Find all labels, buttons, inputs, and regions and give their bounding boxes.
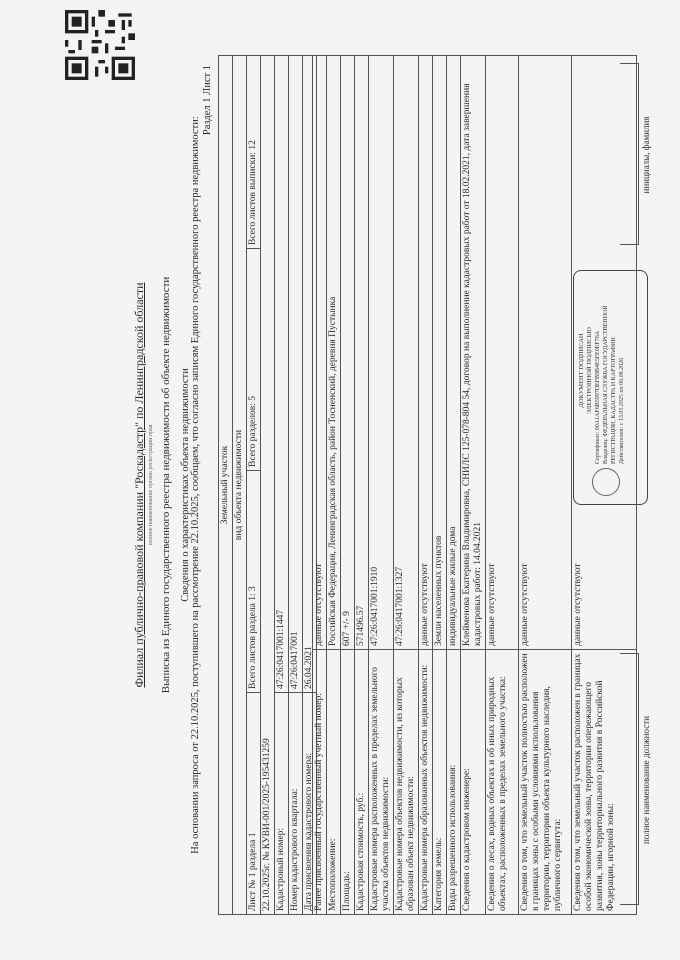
row-value: Российская Федерация, Ленинградская область, район Тосненский, деревня Пустынка — [327, 56, 341, 650]
emblem-icon — [592, 468, 620, 496]
sheets-in-section: Всего листов раздела 1: 3 — [247, 471, 261, 693]
row-label: Сведения о кадастровом инженере: — [461, 650, 486, 915]
stamp-line: ДОКУМЕНТ ПОДПИСАН — [578, 333, 585, 408]
object-type: Земельный участок — [219, 56, 233, 915]
header-table — [218, 55, 317, 915]
name-caption: инициалы, фамилия — [638, 65, 651, 245]
row-value: данные отсутствуют — [486, 56, 519, 650]
total-sheets: Всего листов выписки: 12 — [247, 56, 261, 249]
name-field — [620, 63, 639, 245]
row-value: данные отсутствуют — [419, 56, 433, 650]
object-type-caption: вид объекта недвижимости — [233, 56, 247, 915]
row-label: Сведения о лесах, водных объектах и об иных природных объектах, расположенных в пределах земельного участка: — [486, 650, 519, 915]
basis-text: На основании запроса от 22.10.2025, поступившего на рассмотрение 22.10.2025, сообщаем, что согласно записям Единого государственного реестра недвижимости: — [190, 116, 201, 854]
row-label: Сведения о том, что земельный участок полностью расположен в границах зоны с особыми условиями использования территории, территории объекта культурного наследия, публичного сервитута: — [519, 650, 572, 915]
rotated-content — [20, 45, 660, 925]
sheet-number: Лист № 1 раздела 1 — [247, 693, 261, 915]
stamp-line: Действителен: с 13.05.2025 по 06.08.2026 — [619, 357, 625, 464]
stamp-line: ЭЛЕКТРОННОЙ ПОДПИСЬЮ — [586, 327, 593, 414]
row-label: Номер кадастрового квартала: — [289, 693, 303, 915]
row-value: 47:26:0417001 — [289, 56, 303, 693]
row-value: 47:26:0417001:1447 — [275, 56, 289, 693]
total-sections: Всего разделов: 5 — [247, 249, 261, 471]
org-name: Филиал публично-правовой компании "Роскадастр" по Ленинградской области — [132, 282, 146, 688]
row-label: Дата присвоения кадастрового номера: — [303, 693, 317, 915]
stamp-line: Сертификат: 00A1AF6B5997DEFB9B4E5FE0EF76A — [595, 330, 601, 464]
row-value: 47:26:0417001:1910 — [369, 56, 394, 650]
stamp-line: РЕГИСТРАЦИИ, КАДАСТРА И КАРТОГРАФИИ — [611, 337, 617, 464]
row-label: Площадь: — [341, 650, 355, 915]
section-label: Раздел 1 Лист 1 — [202, 65, 213, 136]
row-label: Кадастровая стоимость, руб.: — [355, 650, 369, 915]
row-value: Клейменова Екатерина Владимировна, СНИЛС 125-078-804 54, договор на выполнение кадастровых работ от 18.02.2021, дата завершения кадастровых работ: 14.04.2021 — [461, 56, 486, 650]
org-name-caption: полное наименование органа регистрации прав — [148, 424, 154, 546]
row-label: Местоположение: — [327, 650, 341, 915]
electronic-signature-stamp — [573, 270, 648, 505]
row-label: Ранее присвоенный государственный учетный номер: — [313, 650, 327, 915]
row-value: данные отсутствуют — [572, 56, 637, 650]
row-value: 571496.57 — [355, 56, 369, 650]
stamp-line: Владелец: ФЕДЕРАЛЬНАЯ СЛУЖБА ГОСУДАРСТВЕННОЙ — [603, 305, 609, 464]
position-caption: полное наименование должности — [638, 655, 651, 905]
row-value: 26.04.2021 — [303, 56, 317, 693]
row-value: данные отсутствуют — [519, 56, 572, 650]
row-label: Сведения о том, что земельный участок расположен в границах особой экономической зоны, территории опережающего развития, зоны территориального развития в Российской Федерации, игорной зоны: — [572, 650, 637, 915]
row-value: 607 +/- 9 — [341, 56, 355, 650]
qr-code-icon — [65, 10, 135, 80]
row-label: Кадастровые номера расположенных в пределах земельного участка объектов недвижимости: — [369, 650, 394, 915]
row-label: Кадастровые номера объектов недвижимости, из которых образован объект недвижимости: — [394, 650, 419, 915]
document-subtitle: Сведения о характеристиках объекта недвижимости — [180, 368, 191, 602]
document-title: Выписка из Единого государственного реестра недвижимости об объекте недвижимости — [160, 276, 172, 694]
position-field — [620, 653, 639, 905]
request-number: 22.10.2025г. № КУВИ-001/2025-195431259 — [261, 56, 275, 915]
row-label: Категория земель: — [433, 650, 447, 915]
row-label: Виды разрешенного использования: — [447, 650, 461, 915]
row-value: индивидуальные жилые дома — [447, 56, 461, 650]
row-label: Кадастровый номер: — [275, 693, 289, 915]
row-value: данные отсутствуют — [313, 56, 327, 650]
row-value: 47:26:0417001:1327 — [394, 56, 419, 650]
row-label: Кадастровые номера образованных объектов недвижимости: — [419, 650, 433, 915]
row-value: Земли населенных пунктов — [433, 56, 447, 650]
